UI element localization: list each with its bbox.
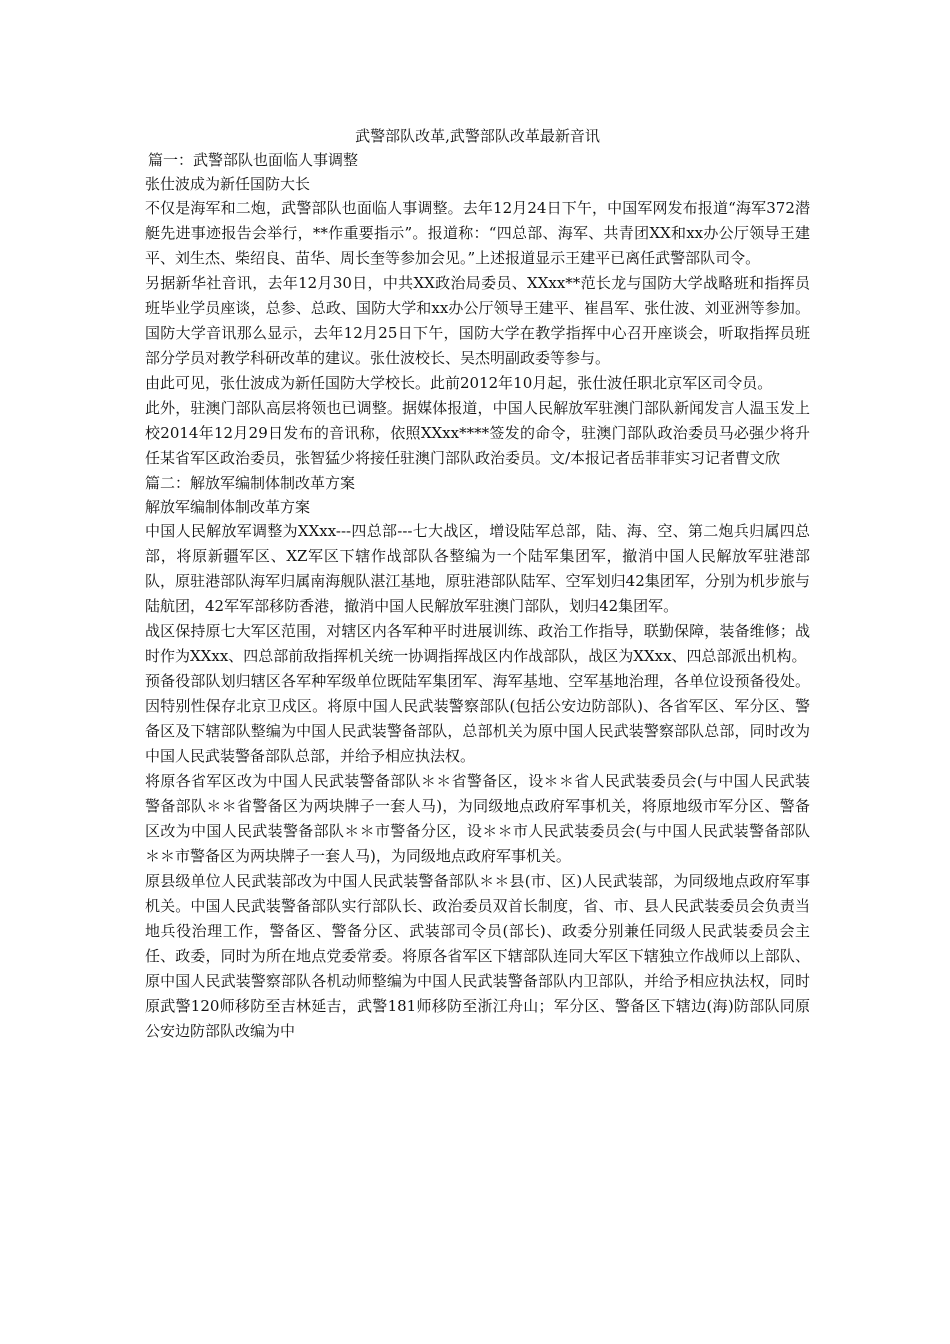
section-heading: 篇二：解放军编制体制改革方案 <box>145 474 356 492</box>
body-paragraph: 战区保持原七大军区范围，对辖区内各军种平时进展训练、政治工作指导，联勤保障，装备维修；战时作为XXxx、四总部前敌指挥机关统一协调指挥战区内作战部队，战区为XXxx、四总部派出机构。 <box>145 622 810 665</box>
body-paragraph: 原县级单位人民武装部改为中国人民武装警备部队＊＊县(市、区)人民武装部，为同级地点政府军事机关。中国人民武装警备部队实行部队长、政治委员双首长制度，省、市、县人民武装委员会负责当地兵役治理工作，警备区、警备分区、武装部司令员(部长)、政委分别兼任同级人民武装委员会主任、政委，同时为所在地点党委常委。将原各省军区下辖部队连同大军区下辖独立作战师以上部队、原中国人民武装警察部队各机动师整编为中国人民武装警备部队内卫部队，并给予相应执法权，同时原武警120师移防至吉林延吉，武警181师移防至浙江舟山；军分区、警备区下辖边(海)防部队同原公安边防部队改编为中 <box>145 872 810 1040</box>
body-paragraph: 中国人民解放军调整为XXxx---四总部---七大战区，增设陆军总部，陆、海、空、第二炮兵归属四总部，将原新疆军区、XZ军区下辖作战部队各整编为一个陆军集团军，撤消中国人民解放军驻港部队，原驻港部队海军归属南海舰队湛江基地，原驻港部队陆军、空军划归42集团军，分别为机步旅与陆航团，42军军部移防香港，撤消中国人民解放军驻澳门部队，划归42集团军。 <box>145 522 810 615</box>
document-blocks <box>145 148 810 1044</box>
body-paragraph: 由此可见，张仕波成为新任国防大学校长。此前2012年10月起，张仕波任职北京军区司令员。 <box>145 374 773 392</box>
body-paragraph: 此外，驻澳门部队高层将领也已调整。据媒体报道，中国人民解放军驻澳门部队新闻发言人温玉发上校2014年12月29日发布的音讯称，依照XXxx****签发的命令，驻澳门部队政治委员马必强少将升任某省军区政治委员，张智猛少将接任驻澳门部队政治委员。文/本报记者岳菲菲实习记者曹文欣 <box>145 399 810 467</box>
document-body <box>145 124 810 1044</box>
section-heading: 张仕波成为新任国防大长 <box>145 175 311 193</box>
body-paragraph: 预备役部队划归辖区各军种军级单位既陆军集团军、海军基地、空军基地治理，各单位设预备役处。因特别性保存北京卫戍区。将原中国人民武装警察部队(包括公安边防部队)、各省军区、军分区、警备区及下辖部队整编为中国人民武装警备部队，总部机关为原中国人民武装警察部队总部，同时改为中国人民武装警备部队总部，并给予相应执法权。 <box>145 672 810 765</box>
section-heading: 解放军编制体制改革方案 <box>145 498 311 516</box>
section-heading: 篇一：武警部队也面临人事调整 <box>148 151 359 169</box>
body-paragraph: 不仅是海军和二炮，武警部队也面临人事调整。去年12月24日下午，中国军网发布报道“海军372潜艇先进事迹报告会举行，**作重要指示”。报道称：“四总部、海军、共青团XX和xx办公厅领导王建平、刘生杰、柴绍良、苗华、周长奎等参加会见。”上述报道显示王建平已离任武警部队司令。 <box>145 199 810 267</box>
body-paragraph: 将原各省军区改为中国人民武装警备部队＊＊省警备区，设＊＊省人民武装委员会(与中国人民武装警备部队＊＊省警备区为两块牌子一套人马)，为同级地点政府军事机关，将原地级市军分区、警备区改为中国人民武装警备部队＊＊市警备分区，设＊＊市人民武装委员会(与中国人民武装警备部队＊＊市警备区为两块牌子一套人马)，为同级地点政府军事机关。 <box>145 772 810 865</box>
body-paragraph: 另据新华社音讯，去年12月30日，中共XX政治局委员、XXxx**范长龙与国防大学战略班和指挥员班毕业学员座谈，总参、总政、国防大学和xx办公厅领导王建平、崔昌军、张仕波、刘亚洲等参加。国防大学音讯那么显示，去年12月25日下午，国防大学在教学指挥中心召开座谈会，听取指挥员班部分学员对教学科研改革的建议。张仕波校长、吴杰明副政委等参与。 <box>145 274 810 367</box>
document-title: 武警部队改革,武警部队改革最新音讯 <box>355 127 600 145</box>
